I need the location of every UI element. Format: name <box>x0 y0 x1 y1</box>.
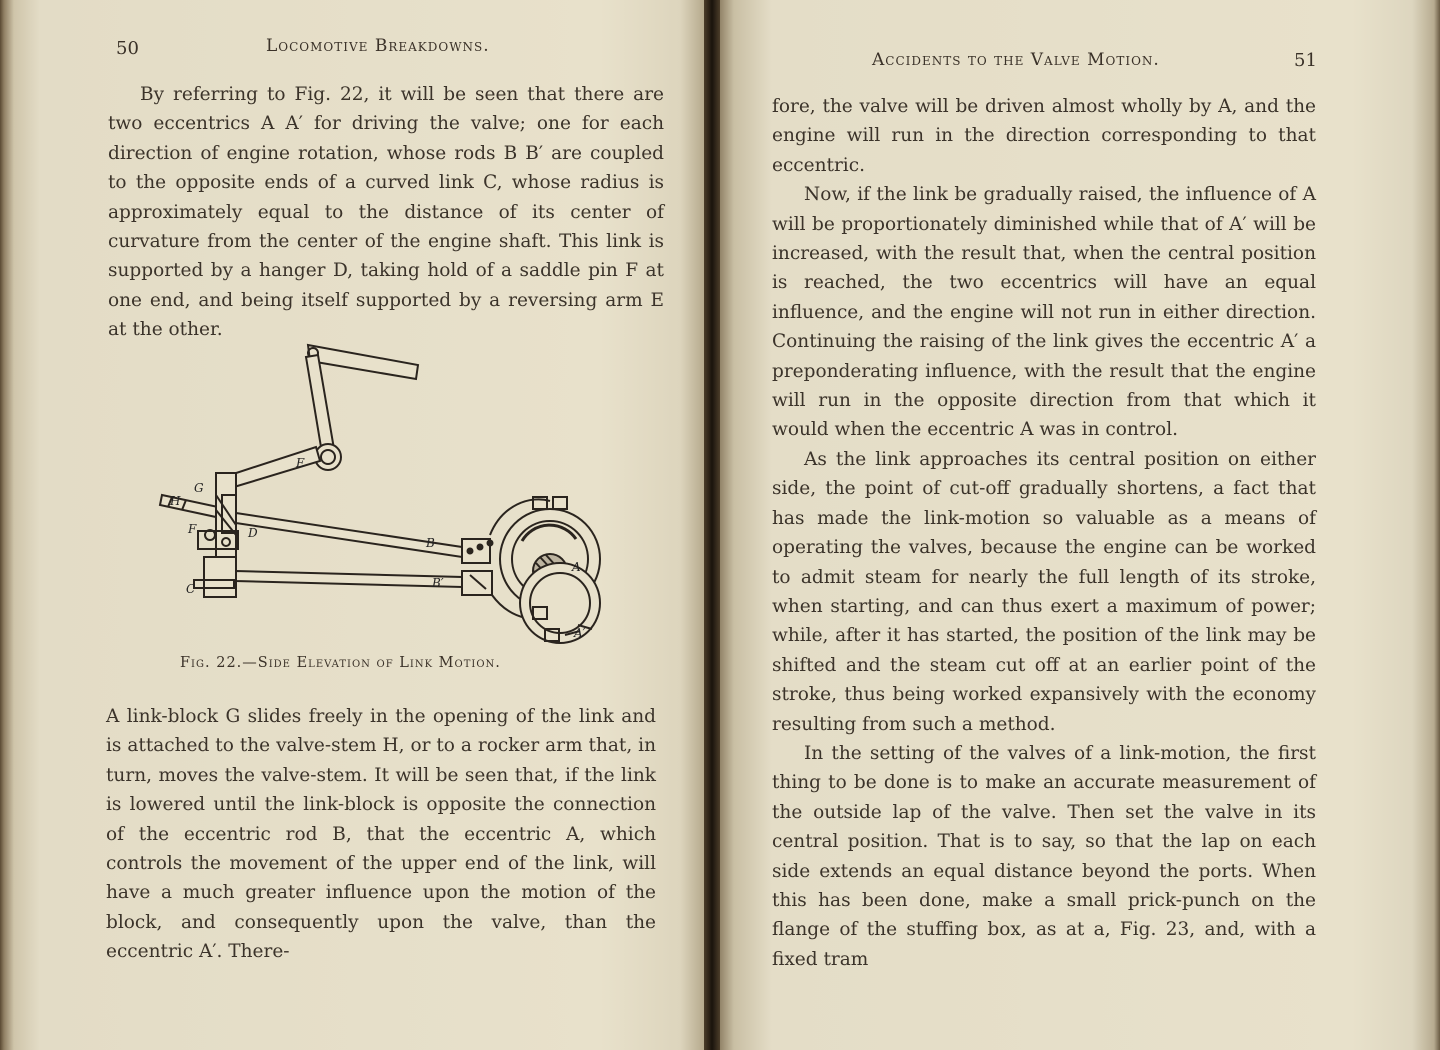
paragraph-text: A link-block G slides freely in the opening of the link and is attached to the valve-stem H, or to a rocker arm that, in turn, moves the valve-stem. It will be seen that, if the link is lowered until the link-block is opposite the connection of the eccentric rod B, that the eccentric A, which controls the movement of the upper end of the link, will have a much greater influence upon the motion of the block, and consequently upon the valve, than the eccentric A′. There- <box>106 706 656 963</box>
fig-label-b-prime: B′ <box>432 576 444 590</box>
fig-label-f: F <box>188 522 197 536</box>
right-page <box>712 0 1440 1050</box>
paragraph-text: In the setting of the valves of a link-motion, the first thing to be done is to make an accurate measurement of the outside lap of the valve. Then set the valve in its central position. That is to say, so that the lap on each side extends an equal distance beyond the ports. When this has been done, make a small prick-punch on the flange of the stuffing box, as at a, Fig. 23, and, with a fixed tram <box>772 742 1316 970</box>
fig-label-c: C <box>186 582 196 596</box>
left-page-number: 50 <box>116 38 139 59</box>
left-paragraph-1 <box>108 80 664 345</box>
left-page <box>0 0 712 1050</box>
right-page-number: 51 <box>1294 50 1317 71</box>
right-text-block <box>772 92 1316 974</box>
fig-label-e: E <box>296 456 305 470</box>
figure-caption: Fig. 22.—Side Elevation of Link Motion. <box>180 655 501 671</box>
fig-label-a: A <box>572 560 581 574</box>
fig-label-h: H <box>170 494 181 508</box>
fig-label-d: D <box>248 526 258 540</box>
paragraph-text: By referring to Fig. 22, it will be seen that there are two eccentrics A A′ for driving the valve; one for each direction of engine rotation, whose rods B B′ are coupled to the opposite ends of a curved link C, whose radius is approximately equal to the distance of its center of curvature from the center of the engine shaft. This link is supported by a hanger D, taking hold of a saddle pin F at one end, and being itself supported by a reversing arm E at the other. <box>108 84 664 341</box>
paragraph-text: fore, the valve will be driven almost wholly by A, and the engine will run in the direction corresponding to that eccentric. <box>772 96 1316 176</box>
fig-label-g: G <box>194 481 204 495</box>
left-paragraph-2 <box>106 702 656 967</box>
paragraph-text: Now, if the link be gradually raised, the influence of A will be proportionately diminished while that of A′ will be increased, with the result that, when the central position is reached, the two eccentrics will have an equal influence, and the engine will not run in either direction. Continuing the raising of the link gives the eccentric A′ a preponderating influence, with the result that the engine will run in the opposite direction from that which it would when the eccentric A was in control. <box>772 184 1316 441</box>
left-running-head: Locomotive Breakdowns. <box>266 36 490 56</box>
link-motion-diagram <box>150 335 620 655</box>
fig-label-b: B <box>426 536 435 550</box>
fig-label-a-prime: A′ <box>574 626 586 640</box>
paragraph-text: As the link approaches its central position on either side, the point of cut-off gradually shortens, a fact that has made the link-motion so valuable as a means of operating the valves, because the engine can be worked to admit steam for nearly the full length of its stroke, when starting, and can thus exert a maximum of power; while, after it has started, the position of the link may be shifted and the steam cut off at an earlier point of the stroke, thus being worked expansively with the economy resulting from such a method. <box>772 448 1316 735</box>
right-running-head: Accidents to the Valve Motion. <box>872 50 1160 70</box>
book-gutter <box>704 0 720 1050</box>
figure-22-link-motion <box>150 335 620 655</box>
